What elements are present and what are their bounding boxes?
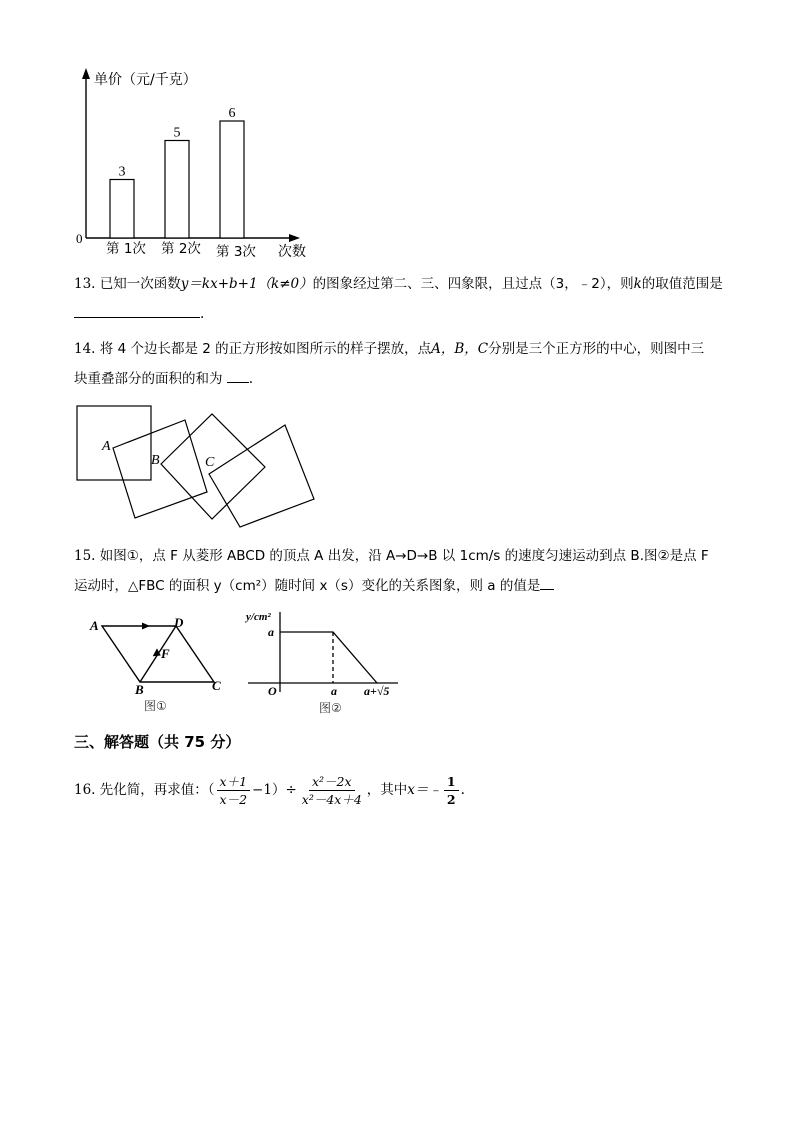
q16-val-den: 2 [446,791,456,807]
bar-3 [220,121,244,238]
bars-group [106,106,256,260]
q13-text-a: 已知一次函数 [99,276,181,292]
q14-line1-end: 分别是三个正方形的中心，则图中三 [488,341,705,357]
fig1-caption: 图① [144,699,167,713]
origin-label: 0 [76,231,83,246]
q16-text: 先化简，再求值：（ [99,782,215,798]
label-c: C [212,678,221,693]
point-c-label: C [205,455,215,470]
bar-category-label-1: 第 1次 [106,241,146,257]
q13-number: 13. [74,276,96,292]
q16-end: . [460,782,465,798]
rhombus-figure [86,610,236,720]
q14-blank [227,370,249,383]
bar-value-label-3: 6 [228,106,236,121]
arrow-ad [142,623,150,630]
area-line [280,632,377,683]
q16-frac2-num: x²－2x [309,774,355,791]
fig2-caption: 图② [319,701,342,715]
question-13 [74,274,723,294]
q15-blank [540,577,554,590]
question-14 [74,339,704,359]
y-axis-arrow [82,68,90,79]
q16-frac2-den: x²－4x＋4 [301,791,362,807]
q16-frac1-den: x－2 [219,791,248,807]
point-b-label: B [151,453,160,468]
graph-origin: O [268,684,277,698]
q14-line2: 块重叠部分的面积的和为 [74,371,223,387]
q16-val-num: 1 [444,774,459,791]
q15-line2: 运动时，△FBC 的面积 y（cm²）随时间 x（s）变化的关系图象，则 a 的值是 [74,578,541,594]
square-2 [113,420,207,518]
area-graph-figure [240,602,405,720]
q13-end: . [200,306,205,322]
bar-category-label-2: 第 2次 [161,241,201,257]
q13-text-b: 的图象经过第二、三、四象限，且过点（3，﹣2），则 [312,276,634,292]
bar-value-label-2: 5 [173,125,181,141]
graph-y-label: y/cm² [246,611,271,623]
point-a-label: A [102,439,111,454]
graph-a-x: a [331,684,337,698]
q14-line-2 [74,369,253,389]
bar-1 [110,180,134,239]
x-axis-label: 次数 [278,244,306,260]
q13-var: k [633,276,642,292]
q15-line1: 如图①，点 F 从菱形 ABCD 的顶点 A 出发，沿 A→D→B 以 1cm/s 的速度匀速运动到点 B.图②是点 F [99,548,709,564]
q16-where: ，其中 [366,782,408,798]
price-bar-chart [60,60,320,265]
x-axis-arrow [289,234,300,242]
question-15 [74,546,709,566]
q16-xeq: x＝﹣ [407,782,442,798]
q13-answer-line [74,304,204,324]
label-a: A [90,618,99,633]
square-4 [209,425,314,527]
q14-points: A，B，C [431,341,489,357]
bar-category-label-3: 第 3次 [216,244,256,260]
label-b: B [135,682,144,697]
q16-fraction-2 [299,774,365,807]
graph-a-end: a+√5 [364,684,390,698]
squares-figure [70,400,330,535]
q14-number: 14. [74,341,96,357]
q14-end: . [248,371,254,387]
q16-fraction-1 [217,774,251,807]
q13-formula: y＝kx+b+1（k≠0） [180,276,313,292]
q15-line-2 [74,576,554,596]
q16-number: 16. [74,782,96,798]
q16-minus-one: −1）÷ [252,782,297,798]
bar-value-label-1: 3 [118,164,126,180]
label-d: D [174,615,184,630]
section-3-title: 三、解答题（共 75 分） [74,733,241,751]
q16-value-fraction [444,774,459,807]
q13-text-c: 的取值范围是 [641,276,723,292]
graph-a-y: a [268,625,274,639]
question-16 [74,768,465,812]
bar-2 [165,141,189,239]
label-f: F [161,646,170,661]
q13-blank [74,305,200,318]
q15-number: 15. [74,548,96,564]
y-axis-label: 单价（元/千克） [94,72,197,88]
q14-line1: 将 4 个边长都是 2 的正方形按如图所示的样子摆放，点 [99,341,432,357]
square-1 [77,406,151,480]
q16-frac1-num: x＋1 [217,774,251,791]
